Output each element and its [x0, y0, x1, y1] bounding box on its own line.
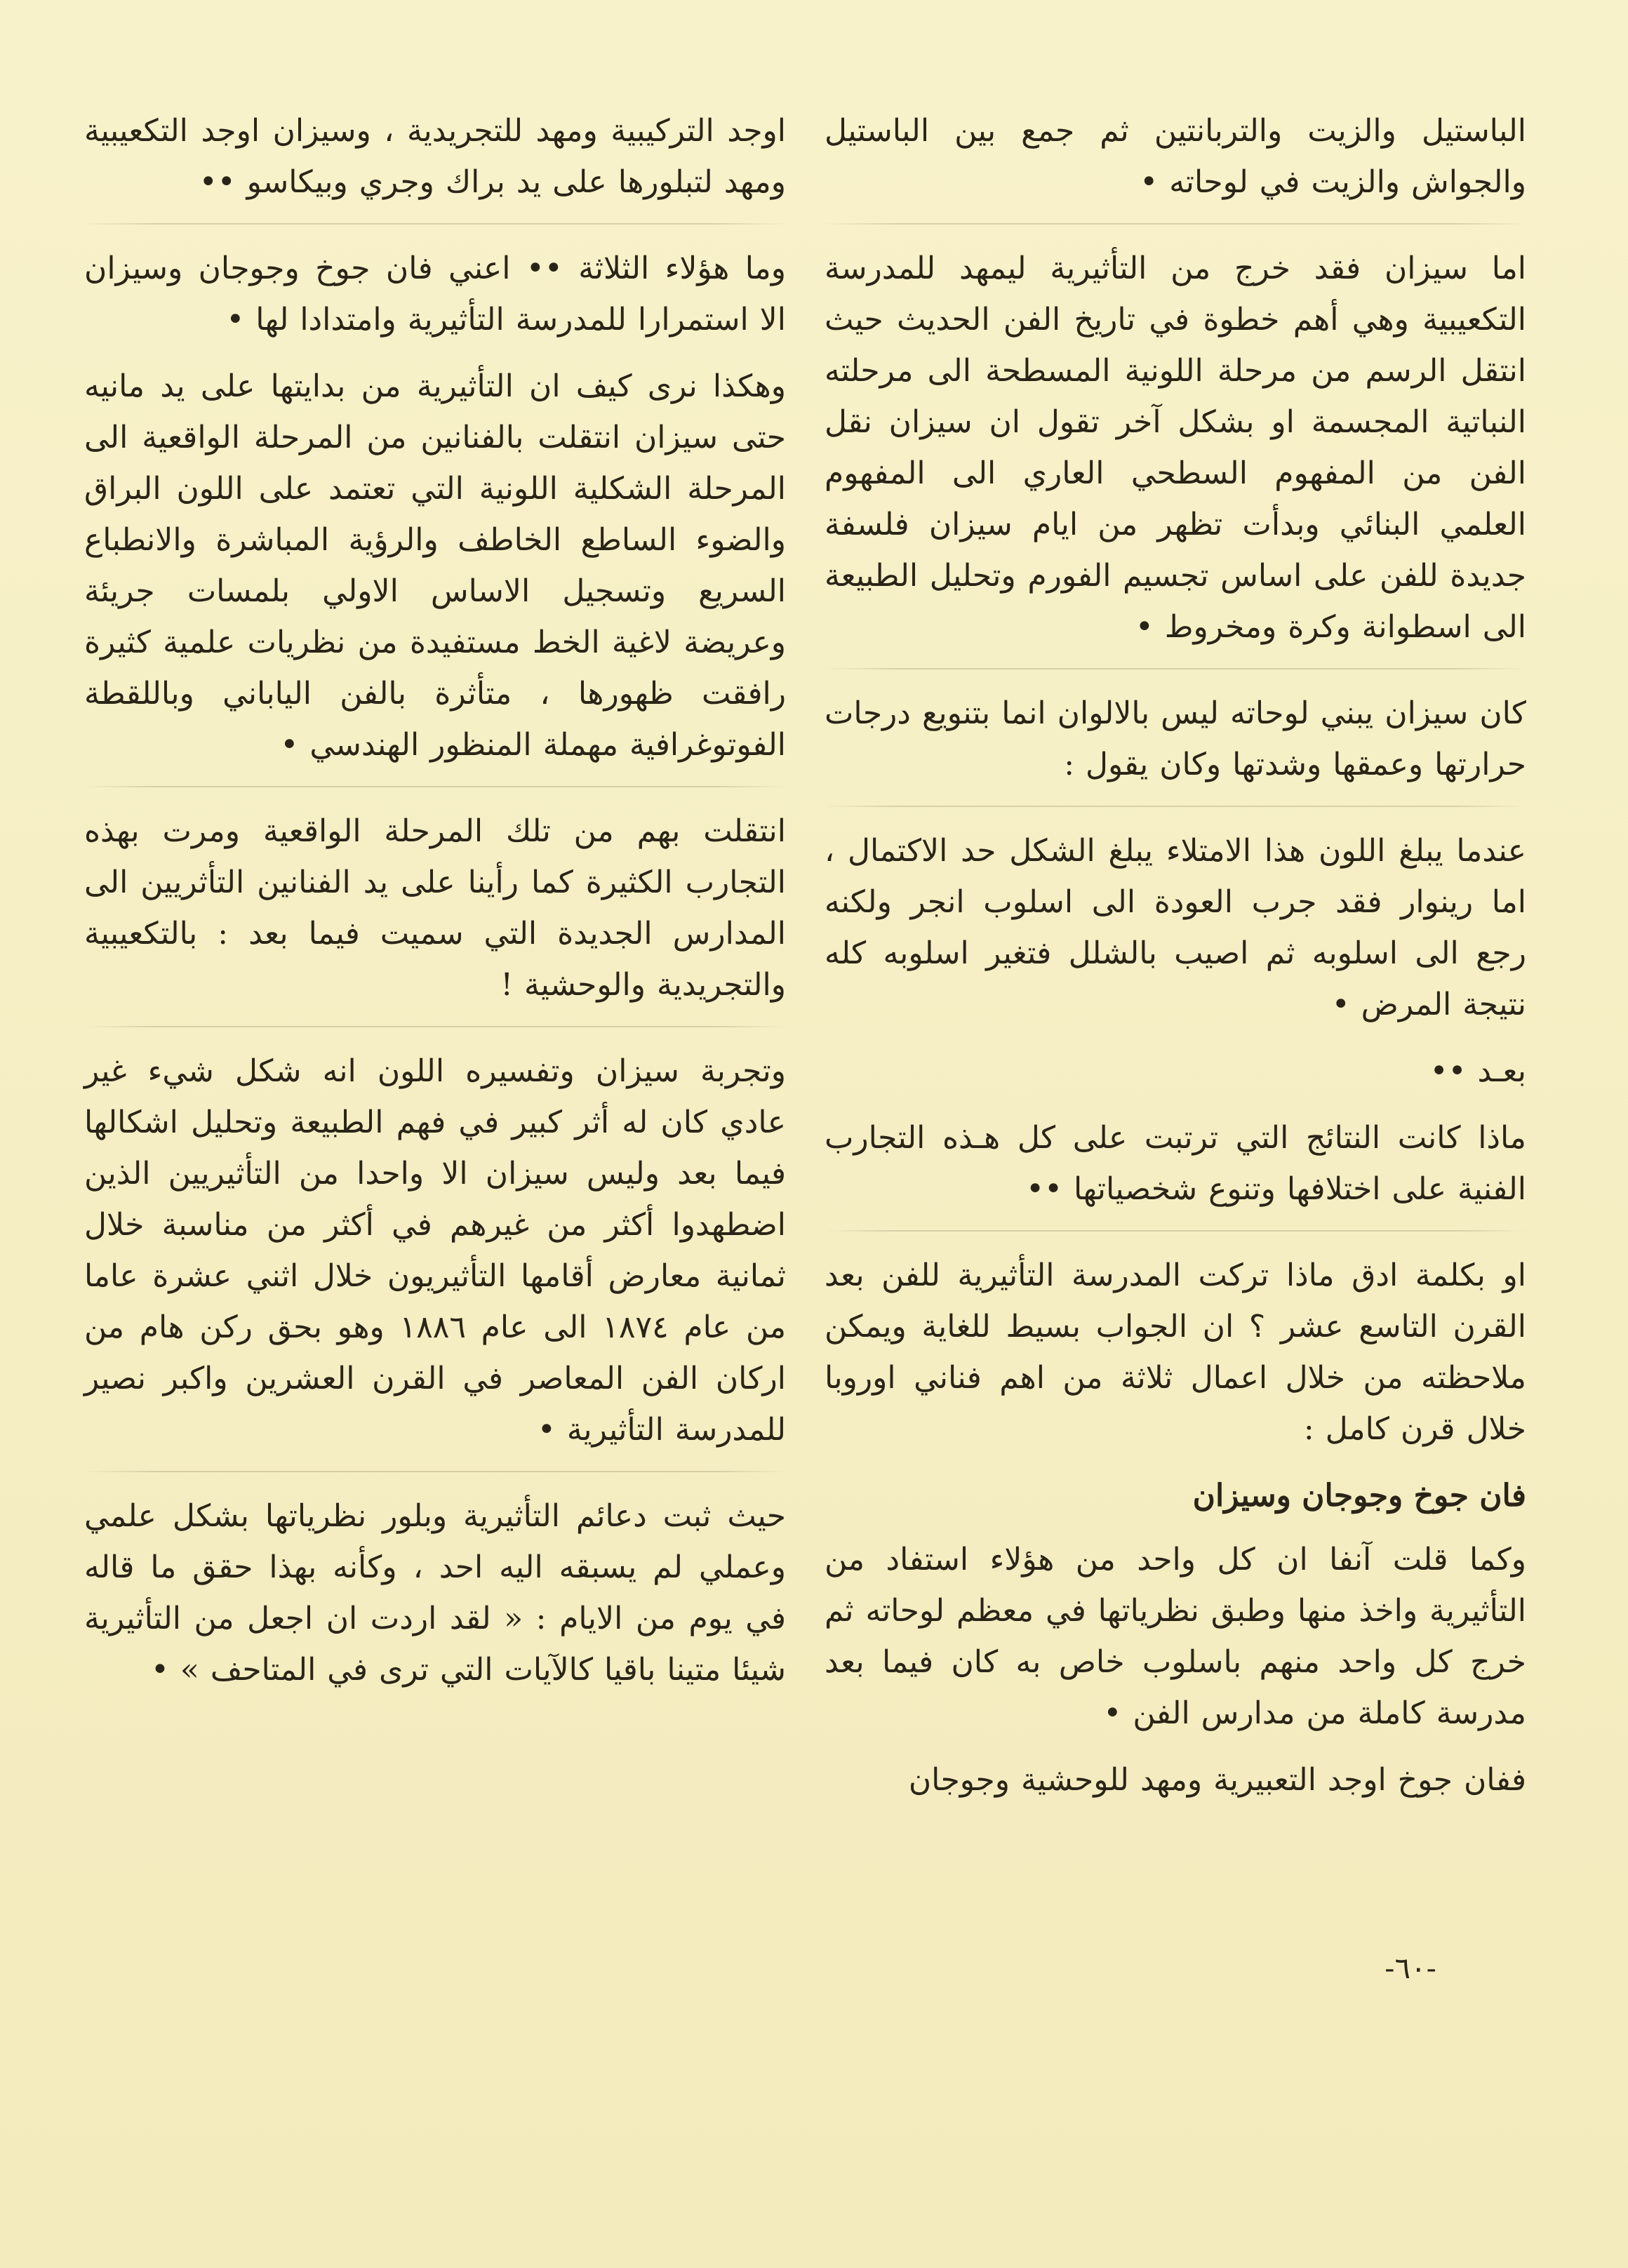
left-para-4: انتقلت بهم من تلك المرحلة الواقعية ومرت بهذه التجارب الكثيرة كما رأينا على يد الفنانين التأثريين الى المدارس الجديدة التي سميت فيما بعد : بالتكعيبية والتجريدية والوحشية ! — [84, 813, 786, 1003]
right-para-6: ماذا كانت النتائج التي ترتبت على كل هـذه التجارب الفنية على اختلافها وتنوع شخصياتها •• — [825, 1120, 1526, 1207]
right-para-4: عندما يبلغ اللون هذا الامتلاء يبلغ الشكل حد الاكتمال ، اما رينوار فقد جرب العودة الى اسلوب انجر ولكنه رجع الى اسلوبه ثم اصيب بالشلل فتغير اسلوبه كله نتيجة المرض • — [825, 833, 1526, 1022]
paragraph-divider — [825, 668, 1526, 669]
left-para-6: حيث ثبت دعائم التأثيرية وبلور نظرياتها بشكل علمي وعملي لم يسبقه اليه احد ، وكأنه بهذا حقق ما قاله في يوم من الايام : « لقد اردت ان اجعل من التأثيرية شيئا متينا باقيا كالآيات التي ترى في المتاحف » • — [84, 1498, 787, 1688]
right-para-7: او بكلمة ادق ماذا تركت المدرسة التأثيرية للفن بعد القرن التاسع عشر ؟ ان الجواب بسيط للغاية ويمكن ملاحظته من خلال اعمال ثلاثة من اهم فناني اوروبا خلال قرن كامل : — [825, 1258, 1526, 1447]
paragraph-divider — [825, 806, 1526, 807]
left-para-5: وتجربة سيزان وتفسيره اللون انه شكل شيء غير عادي كان له أثر كبير في فهم الطبيعة وتحليل اشكالها فيما بعد وليس سيزان الا واحدا من التأثيريين الذين اضطهدوا أكثر من غيرهم في أكثر من مناسبة خلال ثمانية معارض أقامها التأثيريون خلال اثني عشرة عاما من عام ١٨٧٤ الى عام ١٨٨٦ وهو بحق ركن هام من اركان الفن المعاصر في القرن العشرين واكبر نصير للمدرسة التأثيرية • — [84, 1053, 787, 1448]
right-para-9: ففان جوخ اوجد التعبيرية ومهد للوحشية وجوجان — [908, 1762, 1526, 1798]
paragraph-divider — [84, 786, 786, 787]
page-number: -٦٠- — [1385, 1951, 1436, 1985]
right-para-1: الباستيل والزيت والتربانتين ثم جمع بين الباستيل والجواش والزيت في لوحاته • — [825, 113, 1526, 200]
right-para-3: كان سيزان يبني لوحاته ليس بالالوان انما بتنويع درجات حرارتها وعمقها وشدتها وكان يقول : — [825, 695, 1526, 782]
right-para-5: بعـد •• — [1429, 1053, 1526, 1089]
paragraph-divider — [84, 223, 786, 225]
paragraph-divider — [825, 223, 1526, 225]
left-para-2: وما هؤلاء الثلاثة •• اعني فان جوخ وجوجان وسيزان الا استمرارا للمدرسة التأثيرية وامتدادا لها • — [84, 251, 786, 338]
paragraph-divider — [84, 1026, 786, 1027]
right-column — [825, 105, 1526, 1821]
left-column — [84, 105, 786, 1711]
left-para-3: وهكذا نرى كيف ان التأثيرية من بدايتها على يد مانيه حتى سيزان انتقلت بالفنانين من المرحلة الواقعية الى المرحلة الشكلية اللونية التي تعتمد على اللون البراق والضوء الساطع الخاطف والرؤية المباشرة والانطباع السريع وتسجيل الاساس الاولي بلمسات جريئة وعريضة لاغية الخط مستفيدة من نظريات علمية كثيرة رافقت ظهورها ، متأثرة بالفن الياباني وباللقطة الفوتوغرافية مهملة المنظور الهندسي • — [84, 368, 786, 763]
paragraph-divider — [84, 1471, 786, 1472]
right-para-8: وكما قلت آنفا ان كل واحد من هؤلاء استفاد من التأثيرية واخذ منها وطبق نظرياتها في معظم لوحاته ثم خرج كل واحد منهم باسلوب خاص به كان فيما بعد مدرسة كاملة من مدارس الفن • — [825, 1542, 1526, 1731]
section-subheading: فان جوخ وجوجان وسيزان — [1192, 1478, 1526, 1514]
right-para-2: اما سيزان فقد خرج من التأثيرية ليمهد للمدرسة التكعيبية وهي أهم خطوة في تاريخ الفن الحديث حيث انتقل الرسم من مرحلة اللونية المسطحة الى مرحلته النباتية المجسمة او بشكل آخر تقول ان سيزان نقل الفن من المفهوم السطحي العاري الى المفهوم العلمي البنائي وبدأت تظهر من ايام سيزان فلسفة جديدة للفن على اساس تجسيم الفورم وتحليل الطبيعة الى اسطوانة وكرة ومخروط • — [825, 251, 1526, 645]
paragraph-divider — [825, 1230, 1526, 1232]
left-para-1: اوجد التركيبية ومهد للتجريدية ، وسيزان اوجد التكعيبية ومهد لتبلورها على يد براك وجري وبيكاسو •• — [84, 113, 786, 200]
